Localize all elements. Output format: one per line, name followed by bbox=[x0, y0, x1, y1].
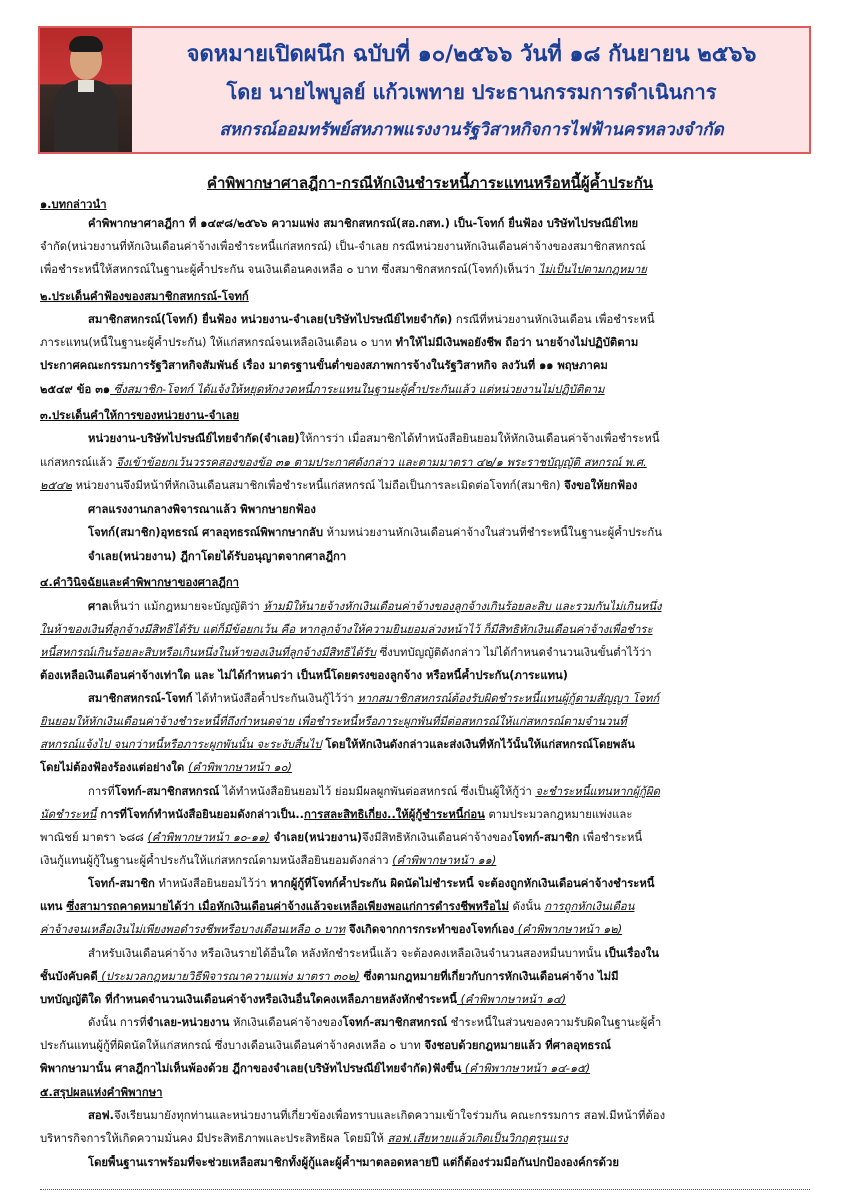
photo-figure-hair bbox=[69, 36, 103, 52]
paragraph-line bbox=[88, 946, 810, 962]
section-4-heading: ๔.คำวินิจฉัยและคำพิพากษาของศาลฎีกา bbox=[40, 576, 240, 589]
text-run: เห็นว่า แม้กฎหมายจะบัญญัติว่า bbox=[108, 600, 264, 613]
paragraph-line bbox=[40, 335, 810, 351]
text-run: หักเงินเดือนค่าจ้างของ bbox=[229, 1016, 343, 1029]
header-line-2: โดย นายไพบูลย์ แก้วเพทาย ประธานกรรมการดำเนินการ bbox=[226, 80, 717, 104]
paragraph-line bbox=[40, 645, 810, 661]
paragraph-line bbox=[88, 216, 810, 232]
text-run: เพื่อชำระหนี้ให้สหกรณ์ในฐานะผู้ค้ำประกัน จนเงินเดือนคงเหลือ ๐ บาท ซึ่งสมาชิกสหกรณ์(โจทก์)เห็นว่า bbox=[40, 263, 539, 276]
text-run: ได้ทำหนังสือค้ำประกันเงินกู้ไว้ว่า bbox=[192, 692, 358, 705]
text-run: สมาชิกสหกรณ์-โจทก์ bbox=[88, 692, 193, 705]
footer-dotted-divider bbox=[40, 1189, 810, 1190]
text-run: ดังนั้น การที่ bbox=[88, 1016, 147, 1029]
paragraph-line bbox=[40, 922, 810, 938]
text-run: จำกัด(หน่วยงานที่หักเงินเดือนค่าจ้างเพื่อชำระหนี้แก่สหกรณ์) เป็น-จำเลย กรณีหน่วยงานหักเงินเดือนค่าจ้างของสมาชิกสหกรณ์ bbox=[40, 240, 646, 253]
text-run: จึงเรียนมายังทุกท่านและหน่วยงานที่เกี่ยวข้องเพื่อทราบและเกิดความเข้าใจร่วมกัน คณะกรรมการ สอฟ.มีหน้าที่ต้อง bbox=[113, 1109, 666, 1122]
text-run: สหกรณ์แจ้งไป จนกว่าหนี้หรือภาระผูกพันนั้น จะระงับสิ้นไป bbox=[40, 738, 322, 751]
text-run: ค่าจ้างจนเหลือเงินไม่เพียงพอดำรงชีพหรือบางเดือนเหลือ ๐ บาท bbox=[40, 923, 346, 936]
text-run: เป็นเรื่องใน bbox=[604, 947, 660, 960]
paragraph-line bbox=[40, 992, 810, 1008]
section-2-heading: ๒.ประเด็นคำฟ้องของสมาชิกสหกรณ์-โจทก์ bbox=[40, 290, 249, 303]
paragraph-line bbox=[88, 431, 810, 447]
text-run: ภาระแทน(หนี้ในฐานะผู้ค้ำประกัน) ให้แก่สหกรณ์จนเหลือเงินเดือน ๐ บาท bbox=[40, 336, 396, 349]
text-run: (คำพิพากษาหน้า ๑๐) bbox=[188, 761, 292, 774]
paragraph-line bbox=[40, 760, 810, 776]
text-run: สอฟ.เสียหายแล้วเกิดเป็นวิกฤตรุนแรง bbox=[387, 1132, 568, 1145]
text-run: จำเลย(หน่วยงาน) bbox=[269, 831, 362, 844]
text-run: โจทก์-สมาชิก bbox=[88, 877, 155, 890]
text-run: จึงเกิดจากการกระทำของโจทก์เอง bbox=[345, 923, 515, 936]
text-run: พิพากษามานั้น ศาลฎีกาไม่เห็นพ้องด้วย ฎีกาของจำเลย(บริษัทไปรษณีย์ไทยจำกัด)ฟังขึ้น bbox=[40, 1062, 462, 1075]
text-run: ดังนั้น bbox=[508, 900, 545, 913]
paragraph-line bbox=[40, 830, 810, 846]
letter-header bbox=[38, 26, 811, 154]
paragraph-line bbox=[88, 549, 810, 565]
text-run: หนี้สหกรณ์เกินร้อยละสิบหรือเกินหนึ่งในห้าของเงินที่ลูกจ้างมีสิทธิได้รับ bbox=[40, 646, 377, 659]
chairman-photo bbox=[40, 28, 132, 152]
paragraph-line bbox=[40, 737, 810, 753]
paragraph-line bbox=[40, 622, 810, 638]
text-run: ๒๕๔๙ ข้อ ๓๑ bbox=[40, 383, 111, 396]
text-run: จึงเข้าข้อยกเว้นวรรคสองของข้อ ๓๑ ตามประกาศดังกล่าว และตามมาตรา ๔๒/๑ พระราชบัญญัติ สหกรณ์ พ.ศ. bbox=[116, 456, 647, 469]
paragraph-line bbox=[40, 1061, 810, 1077]
text-run: (ประมวลกฎหมายวิธีพิจารณาความแพ่ง มาตรา ๓๐๒) bbox=[97, 970, 360, 983]
text-run: (คำพิพากษาหน้า ๑๒) bbox=[514, 923, 623, 936]
text-run: ได้ทำหนังสือยินยอมไว้ ย่อมมีผลผูกพันต่อสหกรณ์ ซึ่งเป็นผู้ให้กู้ว่า bbox=[219, 785, 536, 798]
text-run: จึงชอบด้วยกฎหมายแล้ว ที่ศาลอุทธรณ์ bbox=[424, 1039, 611, 1052]
text-run: ไม่เป็นไปตามกฎหมาย bbox=[538, 263, 647, 276]
text-run: จะชำระหนี้แทนหากผู้กู้ผิด bbox=[535, 785, 660, 798]
paragraph-line bbox=[88, 1015, 810, 1031]
paragraph-line bbox=[40, 899, 810, 915]
paragraph-line bbox=[88, 784, 810, 800]
paragraph-line bbox=[40, 969, 810, 985]
text-run: โดยไม่ต้องฟ้องร้องแต่อย่างใด bbox=[40, 761, 189, 774]
text-run: ประกันแทนผู้กู้ที่ผิดนัดให้แก่สหกรณ์ ซึ่งบางเดือนเงินเดือนค่าจ้างคงเหลือ ๐ บาท bbox=[40, 1039, 425, 1052]
text-run: นัดชำระหนี้ bbox=[40, 808, 97, 821]
text-run: โจทก์-สมาชิกสหกรณ์ bbox=[114, 785, 220, 798]
paragraph-line bbox=[88, 1155, 810, 1171]
text-run: ยินยอมให้หักเงินเดือนค่าจ้างชำระหนี้ที่ถึงกำหนดจ่าย เพื่อชำระหนี้หรือภาระผูกพันที่มีต่อสหกรณ์ให้แก่สหกรณ์ตามจำนวนที่ bbox=[40, 715, 627, 728]
text-run: จำเลย-หน่วยงาน bbox=[146, 1016, 230, 1029]
text-run: บริหารกิจการให้เกิดความมั่นคง มีประสิทธิภาพและประสิทธิผล โดยมิให้ bbox=[40, 1132, 388, 1145]
section-5-heading: ๕.สรุปผลแห่งคำพิพากษา bbox=[40, 1086, 163, 1099]
text-run: กรณีที่หน่วยงานหักเงินเดือน เพื่อชำระหนี้ bbox=[452, 313, 655, 326]
paragraph-line bbox=[88, 525, 810, 541]
text-run: จึงขอให้ยกฟ้อง bbox=[564, 479, 638, 492]
text-run: ซึ่งบทบัญญัติดังกล่าว ไม่ได้กำหนดจำนวนเงินขั้นต่ำไว้ว่า bbox=[376, 646, 652, 659]
text-run: (คำพิพากษาหน้า ๑๐-๑๑) bbox=[147, 831, 270, 844]
paragraph-line bbox=[40, 455, 810, 471]
paragraph-line bbox=[88, 691, 810, 707]
text-run: ห้ามมิให้นายจ้างหักเงินเดือนค่าจ้างของลูกจ้างเกินร้อยละสิบ และรวมกันไม่เกินหนึ่ง bbox=[263, 600, 662, 613]
paragraph-line bbox=[40, 1038, 810, 1054]
text-run: หากผู้กู้ที่โจทก์ค้ำประกัน ผิดนัดไม่ชำระหนี้ จะต้องถูกหักเงินเดือนค่าจ้างชำระหนี้ bbox=[270, 877, 655, 890]
text-run: จึงมีสิทธิหักเงินเดือนค่าจ้างของ bbox=[362, 831, 513, 844]
paragraph-line bbox=[40, 262, 810, 278]
text-run: ซึ่งตามกฎหมายที่เกี่ยวกับการหักเงินเดือนค่าจ้าง ไม่มี bbox=[359, 970, 619, 983]
paragraph-line bbox=[40, 1131, 810, 1147]
text-run: ซึ่งสามารถคาดหมายได้ว่า เมื่อหักเงินเดือนค่าจ้างแล้วจะเหลือเพียงพอแก่การดำรงชีพหรือไม่ bbox=[66, 900, 509, 913]
paragraph-line bbox=[40, 714, 810, 730]
document-title: คำพิพากษาศาลฎีกา-กรณีหักเงินชำระหนี้ภาระแทนหรือหนี้ผู้ค้ำประกัน bbox=[206, 174, 654, 192]
section-1-heading: ๑.บทกล่าวนำ bbox=[40, 198, 107, 211]
text-run: สอฟ. bbox=[88, 1109, 114, 1122]
text-run: การถูกหักเงินเดือน bbox=[544, 900, 635, 913]
header-line-1: จดหมายเปิดผนึก ฉบับที่ ๑๐/๒๕๖๖ วันที่ ๑๘ กันยายน ๒๕๖๖ bbox=[186, 42, 757, 67]
text-run: แทน bbox=[40, 900, 67, 913]
paragraph-line bbox=[40, 853, 810, 869]
text-run: คำพิพากษาศาลฎีกา ที่ ๑๔๙๘/๒๕๖๖ ความแพ่ง สมาชิกสหกรณ์(สอ.กสท.) เป็น-โจทก์ ยื่นฟ้อง บริษัทไปรษณีย์ไทย bbox=[88, 217, 639, 230]
text-run: บทบัญญัติใด ที่กำหนดจำนวนเงินเดือนค่าจ้างหรือเงินอื่นใดคงเหลือภายหลังหักชำระหนี้ bbox=[40, 993, 457, 1006]
text-run: (คำพิพากษาหน้า ๑๔) bbox=[456, 993, 566, 1006]
text-run: การที่โจทก์ทำหนังสือยินยอมดังกล่าวเป็น.. bbox=[96, 808, 304, 821]
paragraph-line bbox=[88, 1108, 810, 1124]
text-run: สมาชิกสหกรณ์(โจทก์) ยื่นฟ้อง หน่วยงาน-จำเลย(บริษัทไปรษณีย์ไทยจำกัด) bbox=[88, 313, 453, 326]
text-run: สำหรับเงินเดือนค่าจ้าง หรือเงินรายได้อื่นใด หลังหักชำระหนี้แล้ว จะต้องคงเหลือเงินจำนวนสองหมื่นบาทนั้น bbox=[88, 947, 605, 960]
text-run: ตามประมวลกฎหมายแพ่งและ bbox=[484, 808, 633, 821]
text-run: การสละสิทธิเกี่ยง..ให้ผู้กู้ชำระหนี้ก่อน bbox=[303, 808, 485, 821]
text-run: แก่สหกรณ์แล้ว bbox=[40, 456, 116, 469]
paragraph-line bbox=[88, 599, 810, 615]
text-run: ศาล bbox=[88, 600, 109, 613]
text-run: ในห้าของเงินที่ลูกจ้างมีสิทธิได้รับ แต่ก็มีข้อยกเว้น คือ หากลูกจ้างให้ความยินยอมล่วงหน้าไว้ ก็มีสิทธิหักเงินเดือนค่าจ้างเพื่อชำระ bbox=[40, 623, 653, 636]
header-line-3: สหกรณ์ออมทรัพย์สหภาพแรงงานรัฐวิสาหกิจการไฟฟ้านครหลวงจำกัด bbox=[219, 120, 724, 140]
text-run: โจทก์-สมาชิก bbox=[512, 831, 580, 844]
text-run: เพื่อชำระหนี้ bbox=[579, 831, 643, 844]
text-run: ประกาศคณะกรรมการรัฐวิสาหกิจสัมพันธ์ เรื่อง มาตรฐานขั้นต่ำของสภาพการจ้างในรัฐวิสาหกิจ ลงวันที่ ๑๑ พฤษภาคม bbox=[40, 359, 608, 372]
paragraph-line bbox=[88, 312, 810, 328]
text-run: ๒๕๔๒ bbox=[40, 479, 72, 492]
paragraph-line bbox=[40, 668, 810, 684]
text-run: โจทก์-สมาชิกสหกรณ์ bbox=[342, 1016, 448, 1029]
text-run: ห้ามหน่วยงานหักเงินเดือนค่าจ้างในส่วนที่ชำระหนี้ในฐานะผู้ค้ำประกัน bbox=[323, 526, 662, 539]
paragraph-line bbox=[88, 502, 810, 518]
text-run: ศาลแรงงานกลางพิจารณาแล้ว พิพากษายกฟ้อง bbox=[88, 503, 316, 516]
paragraph-line bbox=[40, 807, 810, 823]
paragraph-line bbox=[40, 478, 810, 494]
text-run: โดยให้หักเงินดังกล่าวและส่งเงินที่หักไว้นั้นให้แก่สหกรณ์โดยพลัน bbox=[321, 738, 636, 751]
paragraph-line bbox=[40, 239, 810, 255]
text-run: พาณิชย์ มาตรา ๖๘๘ bbox=[40, 831, 148, 844]
text-run: ให้การว่า เมื่อสมาชิกได้ทำหนังสือยินยอมให้หักเงินเดือนค่าจ้างเพื่อชำระหนี้ bbox=[299, 432, 660, 445]
photo-figure-collar bbox=[78, 80, 94, 92]
text-run: หากสมาชิกสหกรณ์ต้องรับผิดชำระหนี้แทนผู้กู้ตามสัญญา โจทก์ bbox=[357, 692, 660, 705]
text-run: หน่วยงานจึงมีหน้าที่หักเงินเดือนสมาชิกเพื่อชำระหนี้แก่สหกรณ์ ไม่ถือเป็นการละเมิดต่อโจทก์(สมาชิก) bbox=[72, 479, 565, 492]
text-run: ซึ่งสมาชิก-โจทก์ ได้แจ้งให้หยุดหักงวดหนี้ภาระแทนในฐานะผู้ค้ำประกันแล้ว แต่หน่วยงานไม่ปฏิบัติตาม bbox=[110, 383, 605, 396]
text-run: จำเลย(หน่วยงาน) ฎีกาโดยได้รับอนุญาตจากศาลฎีกา bbox=[88, 550, 347, 563]
text-run: (คำพิพากษาหน้า ๑๑) bbox=[392, 854, 497, 867]
text-run: ชั้นบังคับคดี bbox=[40, 970, 98, 983]
paragraph-line bbox=[40, 358, 810, 374]
text-run: โดยพื้นฐานเราพร้อมที่จะช่วยเหลือสมาชิกทั้งผู้กู้และผู้ค้ำฯมาตลอดหลายปี แต่ก็ต้องร่วมมือกันปกป้ององค์กรด้วย bbox=[88, 1156, 619, 1169]
section-3-heading: ๓.ประเด็นคำให้การของหน่วยงาน-จำเลย bbox=[40, 409, 240, 422]
text-run: เงินกู้แทนผู้กู้ในฐานะผู้ค้ำประกันให้แก่สหกรณ์ตามหนังสือยินยอมดังกล่าว bbox=[40, 854, 393, 867]
text-run: (คำพิพากษาหน้า ๑๔-๑๕) bbox=[461, 1062, 591, 1075]
text-run: การที่ bbox=[88, 785, 115, 798]
text-run: ชำระหนี้ในส่วนของความรับผิดในฐานะผู้ค้ำ bbox=[447, 1016, 662, 1029]
text-run: โจทก์(สมาชิก)อุทธรณ์ ศาลอุทธรณ์พิพากษากลับ bbox=[88, 526, 324, 539]
text-run: ทำให้ไม่มีเงินพอยังชีพ ถือว่า นายจ้างไม่ปฏิบัติตาม bbox=[395, 336, 639, 349]
text-run: ทำหนังสือยินยอมไว้ว่า bbox=[154, 877, 271, 890]
paragraph-line bbox=[88, 876, 810, 892]
text-run: ต้องเหลือเงินเดือนค่าจ้างเท่าใด และ ไม่ได้กำหนดว่า เป็นหนี้โดยตรงของลูกจ้าง หรือหนี้ค้ำประกัน(ภาระแทน) bbox=[40, 669, 568, 682]
text-run: หน่วยงาน-บริษัทไปรษณีย์ไทยจำกัด(จำเลย) bbox=[88, 432, 300, 445]
paragraph-line bbox=[40, 382, 810, 398]
